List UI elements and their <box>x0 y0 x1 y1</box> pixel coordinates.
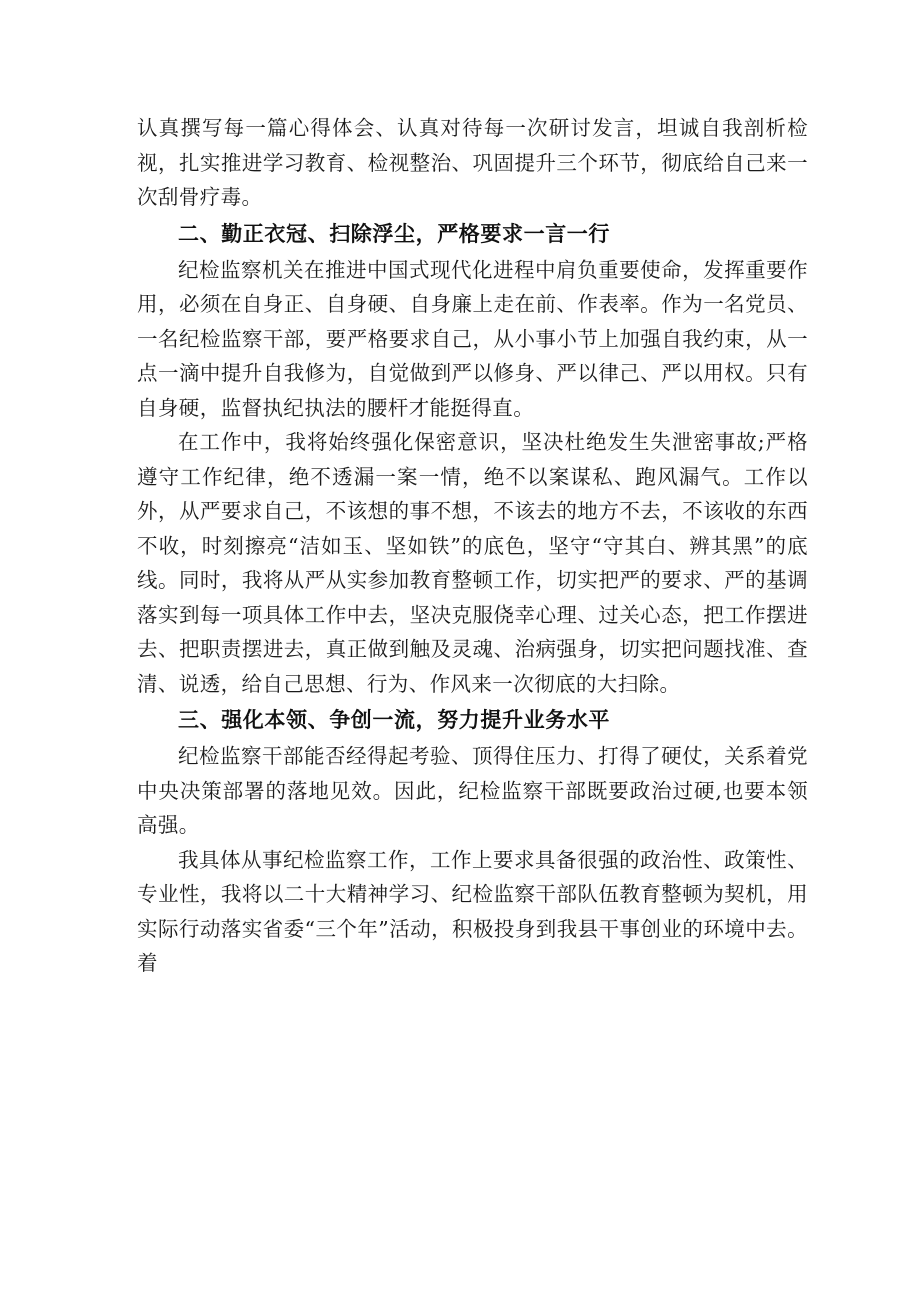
paragraph-section2-2: 在工作中，我将始终强化保密意识，坚决杜绝发生失泄密事故;严格遵守工作纪律，绝不透漏一案一情，绝不以案谋私、跑风漏气。工作以外，从严要求自己，不该想的事不想，不该去的地方不去，不该收的东西不收，时刻擦亮“洁如玉、坚如铁”的底色，坚守“守其白、辨其黑”的底线。同时，我将从严从实参加教育整顿工作，切实把严的要求、严的基调落实到每一项具体工作中去，坚决克服侥幸心理、过关心态，把工作摆进去、把职责摆进去，真正做到触及灵魂、治病强身，切实把问题找准、查清、说透，给自己思想、行为、作风来一次彻底的大扫除。 <box>137 430 808 696</box>
paragraph-section3-2: 我具体从事纪检监察工作，工作上要求具备很强的政治性、政策性、专业性，我将以二十大精神学习、纪检监察干部队伍教育整顿为契机，用实际行动落实省委“三个年”活动，积极投身到我县干事创业的环境中去。着 <box>137 847 808 975</box>
paragraph-section2-1: 纪检监察机关在推进中国式现代化进程中肩负重要使命，发挥重要作用，必须在自身正、自身硬、自身廉上走在前、作表率。作为一名党员、一名纪检监察干部，要严格要求自己，从小事小节上加强自我约束，从一点一滴中提升自我修为，自觉做到严以修身、严以律己、严以用权。只有自身硬，监督执纪执法的腰杆才能挺得直。 <box>137 257 808 420</box>
section-heading-3: 三、强化本领、争创一流，努力提升业务水平 <box>178 708 610 732</box>
section-heading-2: 二、勤正衣冠、扫除浮尘，严格要求一言一行 <box>178 221 610 246</box>
paragraph-intro: 认真撰写每一篇心得体会、认真对待每一次研讨发言，坦诚自我剖析检视，扎实推进学习教育、检视整治、巩固提升三个环节，彻底给自己来一次刮骨疗毒。 <box>137 116 808 209</box>
paragraph-section3-1: 纪检监察干部能否经得起考验、顶得住压力、打得了硬仗，关系着党中央决策部署的落地见效。因此，纪检监察干部既要政治过硬,也要本领高强。 <box>137 744 808 837</box>
